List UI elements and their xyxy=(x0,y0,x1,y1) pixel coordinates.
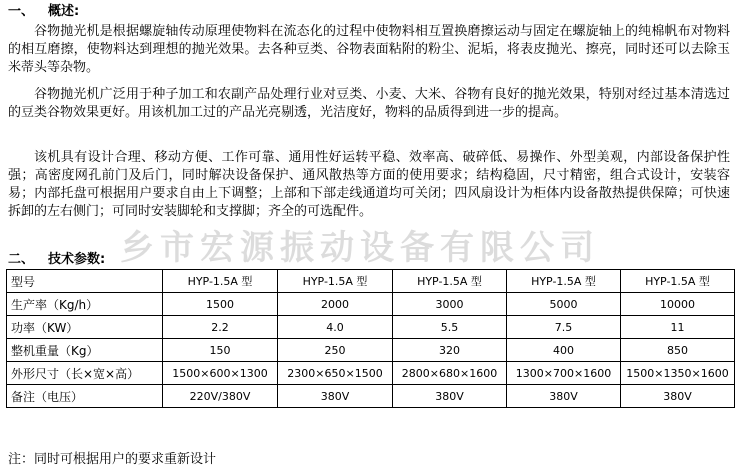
table-header-model: HYP-1.5A 型 xyxy=(278,270,393,293)
section-1-number: 一、 xyxy=(8,4,35,19)
table-cell: 380V xyxy=(393,385,507,408)
table-cell: 1500 xyxy=(163,293,278,316)
table-header-model: HYP-1.5A 型 xyxy=(163,270,278,293)
table-cell: 1500×1350×1600 xyxy=(621,362,735,385)
table-header-label: 型号 xyxy=(7,270,163,293)
table-header-model: HYP-1.5A 型 xyxy=(393,270,507,293)
table-cell: 220V/380V xyxy=(163,385,278,408)
section-2-number: 二、 xyxy=(8,252,35,267)
table-row xyxy=(7,385,735,408)
table-header-model: HYP-1.5A 型 xyxy=(621,270,735,293)
table-cell: 2000 xyxy=(278,293,393,316)
paragraph-overview-2: 谷物抛光机广泛用于种子加工和农副产品处理行业对豆类、小麦、大米、谷物有良好的抛光效果，特别对经过基本清选过的豆类谷物效果更好。用该机加工过的产品光亮剔透，光洁度好，物料的品质得到进一步的提高。 xyxy=(8,87,730,120)
table-cell: 1500×600×1300 xyxy=(163,362,278,385)
paragraph-overview-1: 谷物抛光机是根据螺旋轴传动原理使物料在流态化的过程中使物料相互置换磨擦运动与固定在螺旋轴上的纯棉帆布对物料的相互磨擦，使物料达到理想的抛光效果。去各种豆类、谷物表面粘附的粉尘、泥垢，将表皮抛光、擦亮，同时还可以去除玉米蒂头等杂物。 xyxy=(8,24,730,75)
spec-table xyxy=(6,269,735,408)
paragraph-overview-3: 该机具有设计合理、移动方便、工作可靠、通用性好运转平稳、效率高、破碎低、易操作、外型美观，内部设备保护性强；高密度网孔前门及后门，同时解决设备保护、通风散热等方面的使用要求；结构稳固，尺寸精密，组合式设计，安装容易；内部托盘可根据用户要求自由上下调整；上部和下部走线通道均可关闭；四风扇设计为柜体内设备散热提供保障；可快速拆卸的左右侧门；可同时安装脚轮和支撑脚；齐全的可选配件。 xyxy=(8,150,730,219)
section-1-heading xyxy=(8,4,79,20)
table-cell: 5.5 xyxy=(393,316,507,339)
table-cell: 250 xyxy=(278,339,393,362)
table-row xyxy=(7,316,735,339)
row-label: 外形尺寸（长×宽×高） xyxy=(7,362,163,385)
table-cell: 380V xyxy=(507,385,621,408)
table-row xyxy=(7,339,735,362)
table-cell: 11 xyxy=(621,316,735,339)
table-cell: 7.5 xyxy=(507,316,621,339)
row-label: 生产率（Kg/h） xyxy=(7,293,163,316)
table-cell: 320 xyxy=(393,339,507,362)
table-cell: 150 xyxy=(163,339,278,362)
table-row xyxy=(7,293,735,316)
row-label: 功率（KW） xyxy=(7,316,163,339)
table-cell: 3000 xyxy=(393,293,507,316)
table-row xyxy=(7,362,735,385)
watermark: 乡市宏源振动设备有限公司 xyxy=(120,228,600,268)
table-cell: 2.2 xyxy=(163,316,278,339)
table-cell: 1300×700×1600 xyxy=(507,362,621,385)
table-header-model: HYP-1.5A 型 xyxy=(507,270,621,293)
row-label: 备注（电压） xyxy=(7,385,163,408)
table-cell: 850 xyxy=(621,339,735,362)
table-cell: 4.0 xyxy=(278,316,393,339)
table-cell: 2800×680×1600 xyxy=(393,362,507,385)
section-2-heading xyxy=(8,252,105,268)
section-2-title: 技术参数: xyxy=(48,252,106,267)
footnote: 注：同时可根据用户的要求重新设计 xyxy=(8,452,217,467)
table-cell: 2300×650×1500 xyxy=(278,362,393,385)
table-cell: 380V xyxy=(278,385,393,408)
table-cell: 400 xyxy=(507,339,621,362)
table-header-row xyxy=(7,270,735,293)
table-cell: 380V xyxy=(621,385,735,408)
table-cell: 10000 xyxy=(621,293,735,316)
table-cell: 5000 xyxy=(507,293,621,316)
section-1-title: 概述: xyxy=(48,4,80,19)
row-label: 整机重量（Kg） xyxy=(7,339,163,362)
